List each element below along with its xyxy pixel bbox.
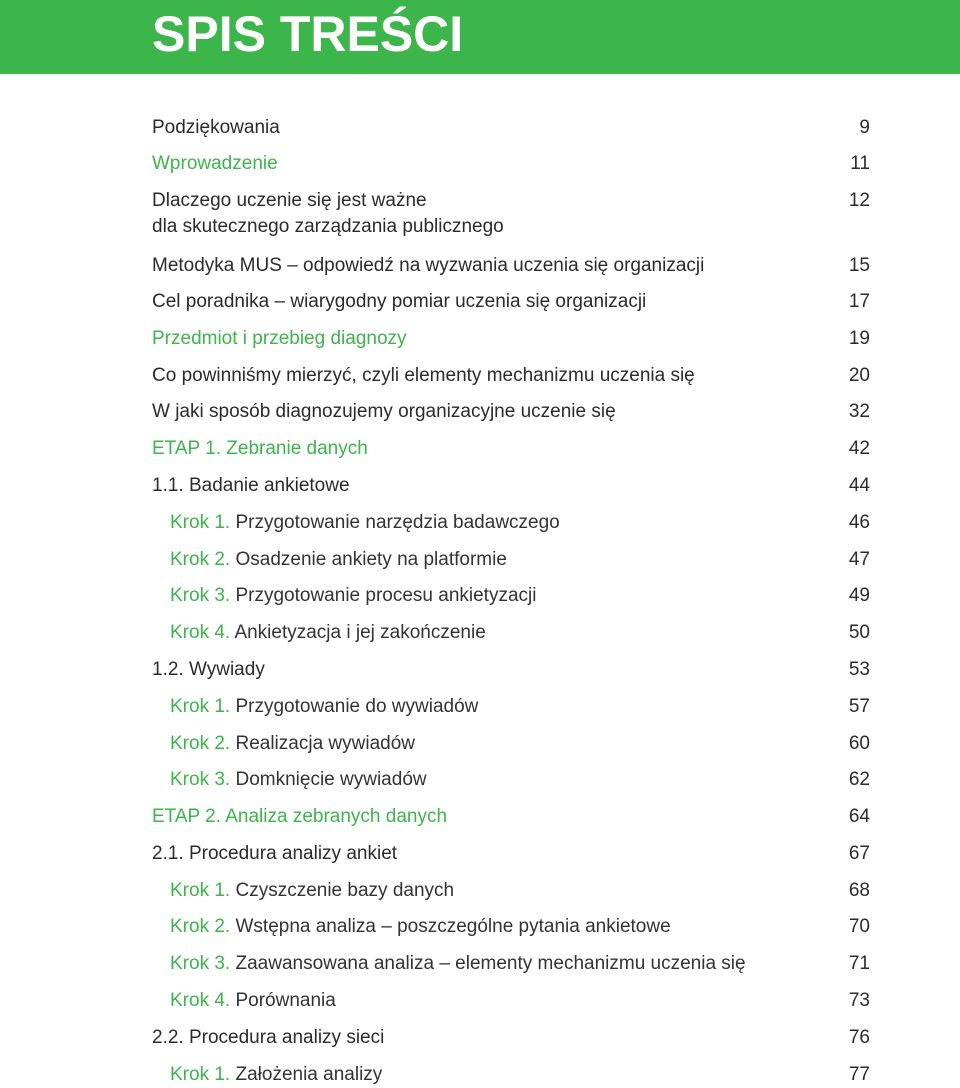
step-title: Zaawansowana analiza – elementy mechanizmu uczenia się <box>235 953 746 974</box>
header-banner <box>0 0 960 74</box>
page-title: SPIS TREŚCI <box>152 6 464 62</box>
step-label: Krok 3. <box>170 769 231 790</box>
step-title: Osadzenie ankiety na platformie <box>235 549 507 570</box>
step-label: Krok 2. <box>170 916 231 937</box>
toc-entry-title <box>152 804 447 830</box>
entry-text-continued: dla skutecznego zarządzania publicznego <box>152 216 504 237</box>
entry-text: Cel poradnika – wiarygodny pomiar uczenia się organizacji <box>152 291 647 312</box>
toc-entry-title <box>170 951 746 977</box>
entry-text: Przedmiot i przebieg diagnozy <box>152 328 407 349</box>
entry-text: Dlaczego uczenie się jest ważne <box>152 190 427 211</box>
entry-text: 1.1. Badanie ankietowe <box>152 475 350 496</box>
toc-entry-title <box>170 620 486 646</box>
entry-text: Metodyka MUS – odpowiedź na wyzwania uczenia się organizacji <box>152 255 705 276</box>
step-title: Wstępna analiza – poszczególne pytania ankietowe <box>235 916 671 937</box>
page-number: 67 <box>848 843 870 864</box>
entry-text: Wprowadzenie <box>152 153 278 174</box>
entry-text: W jaki sposób diagnozujemy organizacyjne uczenie się <box>152 401 616 422</box>
page-number: 32 <box>848 401 870 422</box>
step-label: Krok 4. <box>170 622 231 643</box>
toc-entry-title <box>170 878 454 904</box>
page-number: 12 <box>848 190 870 211</box>
page-number: 15 <box>848 255 870 276</box>
page-number: 70 <box>848 916 870 937</box>
toc-entry-title <box>170 583 536 609</box>
entry-text: 1.2. Wywiady <box>152 659 265 680</box>
page-number: 49 <box>848 585 870 606</box>
toc-entry-title <box>170 547 507 573</box>
step-label: Krok 2. <box>170 549 231 570</box>
page-number: 53 <box>848 659 870 680</box>
step-label: Krok 1. <box>170 1064 231 1085</box>
step-title: Czyszczenie bazy danych <box>235 880 455 901</box>
entry-text: ETAP 1. Zebranie danych <box>152 438 368 459</box>
toc-entry-title <box>152 326 407 352</box>
toc-entry-title <box>152 289 646 315</box>
step-label: Krok 4. <box>170 990 231 1011</box>
toc-entry-title <box>152 115 280 141</box>
toc-entry-title <box>152 841 397 867</box>
toc-entry-title <box>170 767 427 793</box>
entry-text: 2.1. Procedura analizy ankiet <box>152 843 398 864</box>
page-number: 9 <box>859 117 870 138</box>
page-number: 46 <box>848 512 870 533</box>
toc-entry-title <box>170 988 336 1014</box>
page-number: 60 <box>848 733 870 754</box>
toc-entry-title <box>170 510 560 536</box>
page-number: 77 <box>848 1064 870 1085</box>
step-label: Krok 3. <box>170 585 231 606</box>
page-number: 17 <box>848 291 870 312</box>
toc-entry-title <box>170 1062 382 1088</box>
step-title: Ankietyzacja i jej zakończenie <box>234 622 486 643</box>
toc-entry-title <box>170 694 478 720</box>
toc-entry-title <box>152 399 616 425</box>
step-label: Krok 1. <box>170 880 231 901</box>
entry-text: Podziękowania <box>152 117 280 138</box>
page-number: 76 <box>848 1027 870 1048</box>
toc-entry-title <box>152 253 704 279</box>
step-title: Domknięcie wywiadów <box>235 769 427 790</box>
page-number: 42 <box>848 438 870 459</box>
page-number: 62 <box>848 769 870 790</box>
toc-entry-title <box>170 914 671 940</box>
step-title: Porównania <box>235 990 336 1011</box>
page-number: 20 <box>848 365 870 386</box>
page-number: 47 <box>848 549 870 570</box>
entry-text: 2.2. Procedura analizy sieci <box>152 1027 385 1048</box>
toc-entry-title <box>152 473 350 499</box>
page-number: 44 <box>848 475 870 496</box>
page-number: 57 <box>848 696 870 717</box>
step-label: Krok 3. <box>170 953 231 974</box>
toc-entry-title <box>152 657 265 683</box>
step-label: Krok 2. <box>170 733 231 754</box>
step-title: Realizacja wywiadów <box>235 733 416 754</box>
step-label: Krok 1. <box>170 696 231 717</box>
step-title: Przygotowanie do wywiadów <box>235 696 479 717</box>
toc-entry-title <box>152 151 278 177</box>
entry-text: ETAP 2. Analiza zebranych danych <box>152 806 448 827</box>
toc-entry-title <box>152 188 504 240</box>
page-number: 73 <box>848 990 870 1011</box>
page-number: 19 <box>848 328 870 349</box>
page-number: 71 <box>848 953 870 974</box>
toc-entry-title <box>170 731 415 757</box>
page-number: 11 <box>850 153 870 174</box>
page-number: 64 <box>848 806 870 827</box>
toc-entry-title <box>152 363 695 389</box>
step-title: Przygotowanie narzędzia badawczego <box>235 512 560 533</box>
page-number: 50 <box>848 622 870 643</box>
toc-entry-title <box>152 1025 384 1051</box>
step-title: Założenia analizy <box>235 1064 383 1085</box>
toc-entry-title <box>152 436 368 462</box>
step-title: Przygotowanie procesu ankietyzacji <box>235 585 537 606</box>
step-label: Krok 1. <box>170 512 231 533</box>
page-number: 68 <box>848 880 870 901</box>
entry-text: Co powinniśmy mierzyć, czyli elementy mechanizmu uczenia się <box>152 365 695 386</box>
